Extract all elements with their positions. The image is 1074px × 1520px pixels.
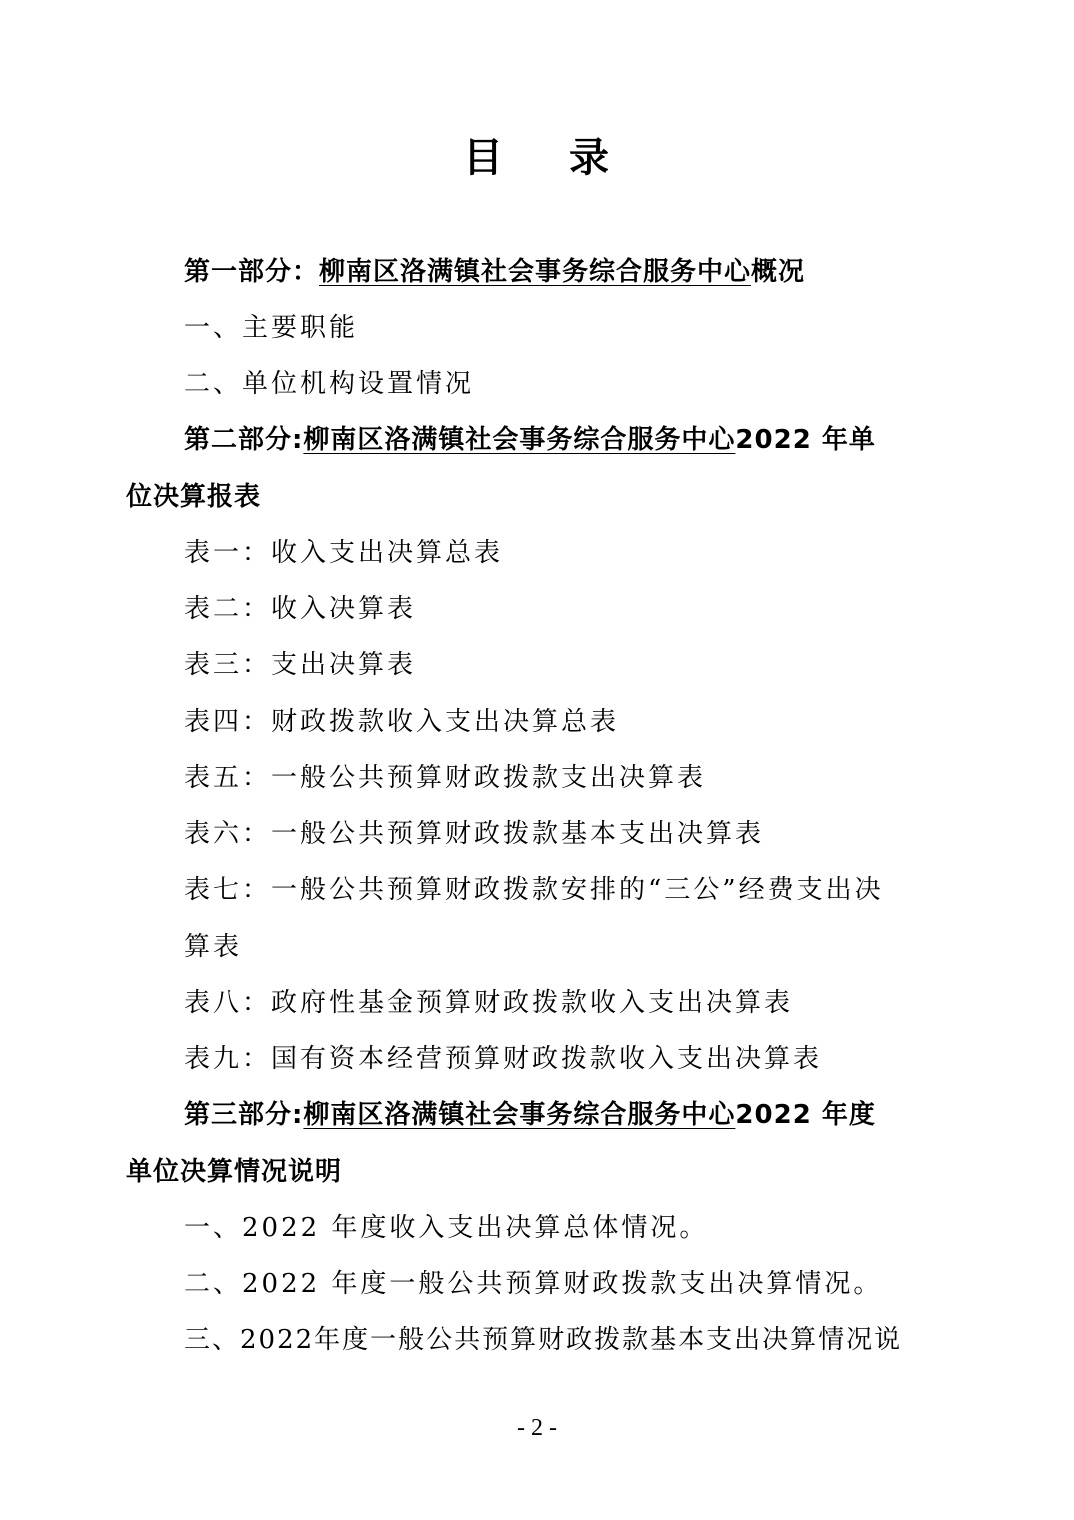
part3-item: 三、2022年度一般公共预算财政拨款基本支出决算情况说	[184, 1325, 903, 1355]
part2-item: 表四：财政拨款收入支出决算总表	[184, 707, 620, 737]
part1-heading: 第一部分：柳南区洛满镇社会事务综合服务中心概况	[184, 257, 806, 287]
page-title: 目 录	[463, 135, 611, 181]
part1-item: 一、主要职能	[184, 313, 359, 343]
part2-item: 表二：收入决算表	[184, 594, 417, 624]
part3-item: 一、2022 年度收入支出决算总体情况。	[184, 1213, 709, 1243]
part2-item: 表六：一般公共预算财政拨款基本支出决算表	[184, 819, 765, 849]
part1-item: 二、单位机构设置情况	[184, 369, 475, 399]
part2-item: 表九：国有资本经营预算财政拨款收入支出决算表	[184, 1044, 823, 1074]
part2-heading: 第二部分:柳南区洛满镇社会事务综合服务中心2022 年单	[184, 425, 876, 455]
part2-item: 表一：收入支出决算总表	[184, 538, 504, 568]
part2-item: 表三：支出决算表	[184, 650, 417, 680]
page-number: - 2 -	[517, 1415, 557, 1441]
part3-heading-continuation: 单位决算情况说明	[126, 1157, 343, 1187]
part2-item: 表七：一般公共预算财政拨款安排的“三公”经费支出决	[184, 875, 884, 905]
part2-item: 表五：一般公共预算财政拨款支出决算表	[184, 763, 707, 793]
part2-item: 算表	[184, 932, 243, 962]
part2-item: 表八：政府性基金预算财政拨款收入支出决算表	[184, 988, 794, 1018]
part3-item: 二、2022 年度一般公共预算财政拨款支出决算情况。	[184, 1269, 883, 1299]
part3-heading: 第三部分:柳南区洛满镇社会事务综合服务中心2022 年度	[184, 1100, 876, 1130]
part2-heading-continuation: 位决算报表	[126, 482, 262, 512]
